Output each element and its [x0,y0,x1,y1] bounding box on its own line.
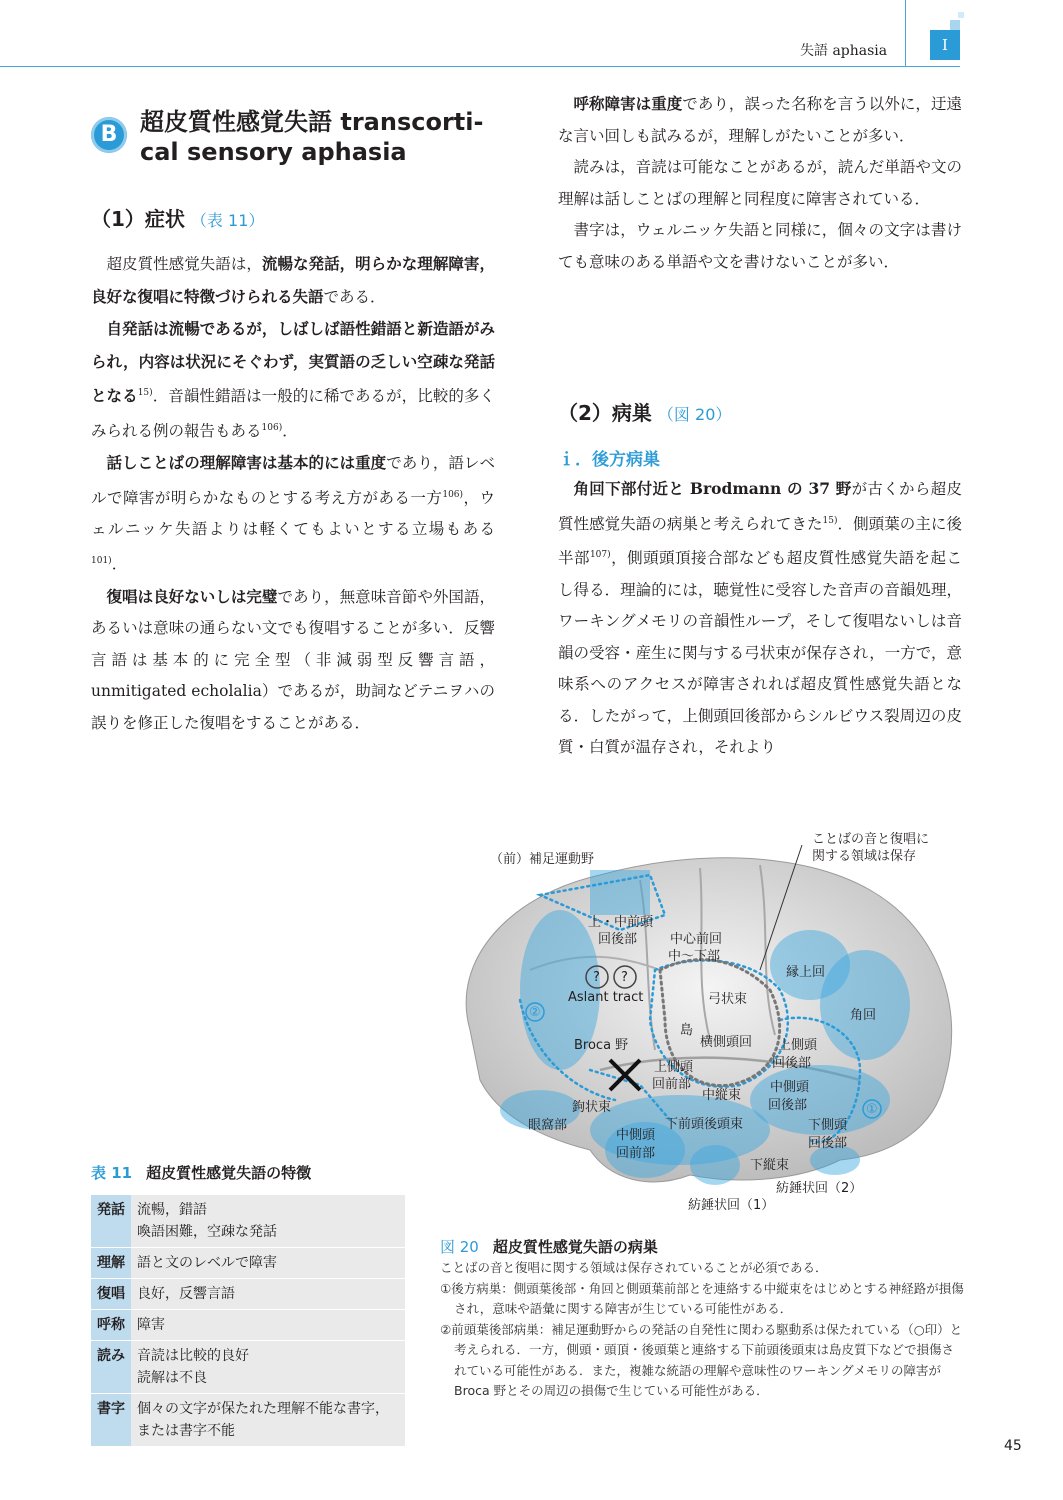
label-sup-mid-frontal: 上・中前頭 [588,915,654,930]
label-mid-temporal-ant: 回前部 [616,1146,656,1161]
label-orbital: 眼窩部 [528,1118,568,1133]
features-table [91,1194,405,1446]
table-row [91,1394,405,1447]
label-preserved: ことばの音と復唱に [812,832,930,847]
label-sup-mid-frontal: 回後部 [598,932,638,947]
paragraph: 話しことばの理解障害は基本的には重度であり，語レベルで障害が明らかなものとする考え方がある一方$^{106)}$，ウェルニッケ失語よりは軽くてもよいとする立場もある$^{101)}$． [91,453,495,574]
section-title-line: 超皮質性感覚失語 transcorti- [140,108,484,136]
subsubsection-heading: ｉ．後方病巣 [558,450,660,470]
paragraph: 超皮質性感覚失語は，流暢な発話，明らかな理解障害，良好な復唱に特徴づけられる失語である． [91,254,495,306]
emphasis: 話しことばの理解障害は基本的には重度 [106,453,387,473]
page-number: 45 [1004,1438,1022,1454]
paragraph: 書字は，ウェルニッケ失語と同様に，個々の文字は書けても意味のある単語や文を書けないことが多い． [558,221,962,271]
table-title [91,1162,311,1183]
citation[interactable]: 15) [137,388,153,398]
table-key-cell: 読み [91,1341,131,1394]
label-precentral: 中心前回 [670,932,723,947]
subsection-label: （1）症状 [91,207,185,231]
paragraph: 復唱は良好ないしは完璧であり，無意味音節や外国語，あるいは意味の通らない文でも復唱することが多い．反響言語は基本的に完全型（非減弱型反響言語，unmitigated echolalia）であるが，助詞などテニヲハの誤りを修正した復唱をすることがある． [91,586,495,732]
emphasis: 流暢な発話，明らかな理解障害，良好な復唱に特徴づけられる失語 [91,254,495,306]
label-fusiform-1: 紡錘状回（1） [688,1198,775,1213]
subsection-label: （2）病巣 [558,401,652,425]
label-sup-temporal-post: 上側頭 [778,1038,818,1053]
table-key-cell: 発話 [91,1195,131,1248]
label-mid-temporal-post: 中側頭 [770,1080,810,1095]
emphasis: 復唱は良好ないしは完璧 [106,586,278,606]
label-sup-temporal-post: 回後部 [772,1056,812,1071]
label-ifof: 下前頭後頭束 [665,1117,744,1132]
emphasis: 角回下部付近と Brodmann の 37 野 [573,479,852,498]
label-mid-temporal-post: 回後部 [768,1098,808,1113]
paragraph: 角回下部付近と Brodmann の 37 野が古くから超皮質性感覚失語の病巣と考えられてきた$^{15)}$．側頭葉の主に後半部$^{107)}$，側頭頭頂接合部なども超皮質性感覚失語を起こし得る．理論的には，聴覚性に受容した音声の音韻処理，ワーキングメモリの音韻性ループ，そして復唱ないしは音韻の受容・産生に関与する弓状束が保存され，一方で，意味系へのアクセスが障害されれば超皮質性感覚失語となる．したがって，上側頭回後部からシルビウス裂周辺の皮質・白質が温存され，それより [558,479,962,757]
table-row [91,1195,405,1248]
caption-line: ①後方病巣：側頭葉後部・角回と側頭葉前部とを連絡する中縦束をはじめとする神経路が損傷され，意味や語彙に関する障害が生じている可能性がある． [440,1280,964,1316]
table-key-cell: 書字 [91,1394,131,1447]
label-fusiform-2: 紡錘状回（2） [776,1181,863,1196]
table-key-cell: 理解 [91,1248,131,1279]
decor-square [950,20,960,30]
table-value-cell: 語と文のレベルで障害 [131,1248,405,1279]
label-inf-temporal-post: 回後部 [808,1136,848,1151]
paragraph: 読みは，音読は可能なことがあるが，読んだ単語や文の理解は話しことばの理解と同程度に障害されている． [558,158,962,208]
label-preserved: 関する領域は保存 [812,849,917,864]
figure-reference-link[interactable]: （図 20） [657,405,732,424]
section-badge: B [91,117,127,153]
citation[interactable]: 106) [261,422,283,433]
table-value-cell: 流暢，錯語 喚語困難，空疎な発話 [131,1195,405,1248]
caption-line: ②前頭葉後部病巣：補足運動野からの発話の自発性に関わる駆動系は保たれている（○印）と考えられる．一方，側頭・頭頂・後頭葉と連絡する下前頭後頭束は島皮質下などで損傷されている可能性がある．また，複雑な統語の理解や意味性のワーキングメモリの障害が Broca 野とその周辺の損傷で生じている可能性がある． [440,1321,963,1398]
label-mlf: 中縦束 [702,1088,742,1103]
right-column-body-bottom [558,473,962,764]
subsection-heading [558,397,731,426]
figure-title: 超皮質性感覚失語の病巣 [492,1238,658,1256]
label-sup-temporal-ant: 上側頭 [654,1060,694,1075]
table-number: 表 11 [91,1164,133,1182]
citation[interactable]: 101) [91,555,112,566]
label-arcuate: 弓状束 [708,992,748,1007]
figure-caption-title [440,1236,658,1257]
section-title [140,107,510,167]
emphasis: 自発話は流暢であるが，しばしば語性錯語と新造語がみられ，内容は状況にそぐわず，実質語の乏しい空疎な発話となる [91,319,495,406]
right-column-body-top [558,88,962,278]
table-value-cell: 良好，反響言語 [131,1279,405,1310]
figure-number: 図 20 [440,1238,479,1256]
table-row [91,1279,405,1310]
label-inf-temporal-post: 下側頭 [808,1118,848,1133]
brain-illustration [440,820,970,1220]
label-circle-1: ① [866,1102,878,1117]
label-mid-temporal-ant: 中側頭 [616,1128,656,1143]
subsection-heading [91,203,264,232]
label-question: ? [621,970,628,985]
label-uncinate: 鉤状束 [572,1100,612,1115]
table-key-cell: 呼称 [91,1310,131,1341]
table-row [91,1310,405,1341]
table-reference-link[interactable]: （表 11） [190,211,265,230]
label-transverse-temporal: 横側頭回 [700,1035,753,1050]
label-sup-temporal-ant: 回前部 [652,1077,692,1092]
header-rule [0,66,960,67]
label-aslant-tract: Aslant tract [568,990,644,1005]
table-row [91,1341,405,1394]
figure-caption-body [440,1258,966,1402]
left-column-body [91,248,495,739]
table-value-cell: 障害 [131,1310,405,1341]
section-title-line: cal sensory aphasia [140,138,407,166]
table-value-cell: 個々の文字が保たれた理解不能な書字，または書字不能 [131,1394,405,1447]
table-caption: 超皮質性感覚失語の特徴 [146,1164,312,1182]
header-divider [905,0,906,67]
caption-line: ことばの音と復唱に関する領域は保存されていることが必須である． [440,1260,828,1275]
citation[interactable]: 15) [822,515,838,526]
label-circle-2: ② [529,1005,541,1020]
citation[interactable]: 107) [589,550,611,561]
label-sma: （前）補足運動野 [490,852,595,867]
label-precentral: 中〜下部 [668,949,721,964]
citation[interactable]: 106) [442,489,464,500]
label-broca: Broca 野 [574,1038,629,1053]
chapter-tab: I [930,30,960,60]
paragraph: 呼称障害は重度であり，誤った名称を言う以外に，迂遠な言い回しも試みるが，理解しがたいことが多い． [558,94,962,145]
label-insula: 島 [680,1023,694,1038]
running-title: 失語 aphasia [800,43,888,59]
paragraph: 自発話は流暢であるが，しばしば語性錯語と新造語がみられ，内容は状況にそぐわず，実質語の乏しい空疎な発話となる$^{15)}$．音韻性錯語は一般的に稀であるが，比較的多くみられる例の報告もある$^{106)}$． [91,319,495,440]
label-ilf: 下縦束 [750,1158,790,1173]
label-supramarginal: 縁上回 [786,965,826,980]
label-angular: 角回 [850,1008,877,1023]
brain-figure [440,820,970,1220]
decor-square [958,12,964,18]
emphasis: 呼称障害は重度 [573,94,683,113]
table-key-cell: 復唱 [91,1279,131,1310]
table-value-cell: 音読は比較的良好 読解は不良 [131,1341,405,1394]
label-question: ? [593,970,600,985]
table-row [91,1248,405,1279]
